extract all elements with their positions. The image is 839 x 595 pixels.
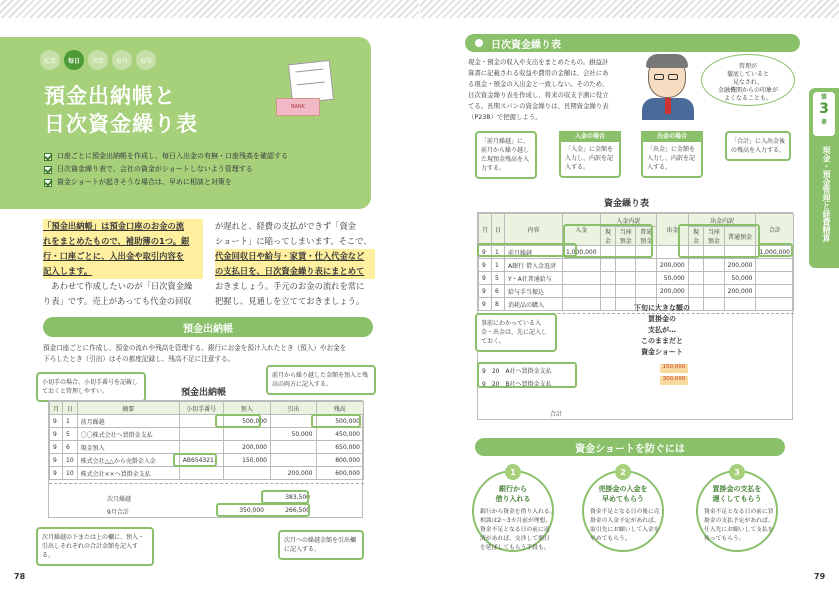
- tab-maitoshi: 毎年: [136, 50, 156, 70]
- bullet-item: 資金ショートが起きそうな場合は、早めに相談と対策を: [44, 176, 288, 189]
- sheet-title: 資金繰り表: [604, 199, 650, 209]
- highlight-income: [563, 224, 653, 258]
- note-month-total: 次月繰越の下または上の欄に、預入・引出しそれぞれの合計金額を記入する。: [36, 527, 154, 566]
- note-total: 「合計」に入出金後の残高を入力する。: [725, 131, 791, 161]
- sheet-subheader: 現金 当座預金 普通預金 現金 当座預金 普通預金: [479, 227, 794, 246]
- highlight-expense: [678, 224, 760, 258]
- highlight-scheduled: [477, 362, 577, 388]
- page-number-right: 79: [814, 572, 826, 581]
- bank-label: BANK: [276, 98, 320, 116]
- tear-line: [49, 483, 364, 484]
- bullet-item: 口座ごとに預金出納帳を作成し、毎日入出金の有無・口座残高を確認する: [44, 150, 288, 163]
- table-row: 9 1 前月繰越 500,000 500,000: [50, 415, 364, 428]
- month-total-deposit: 350,000: [239, 507, 264, 514]
- step-desc-2: 資金不足となる日の後に売 掛金の入金予定があれば、 取引先にお願いして入金を 早めてもらう。: [590, 509, 660, 542]
- table-row: 9 6 現金預入 200,000 650,000: [50, 441, 364, 454]
- step-desc-3: 資金不足となる日の前に買 掛金の支払予定があれば、 仕入先にお願いして支払を 待ってもらう。: [704, 509, 774, 542]
- note-carry-forward: 前月から繰り越した金額を預入と残高の両方に記入する。: [266, 365, 376, 395]
- row-b-payment: 9 20 B社へ買掛金支払: [482, 381, 552, 388]
- ledger-table: [49, 401, 364, 480]
- section-desc: 預金口座ごとに作成し、預金の流れや残高を管理する。銀行にお金を預け入れたとき（預入）やお金を 下ろしたとき（引出）はその都度記録し、残高不足に注意する。: [43, 344, 347, 363]
- next-month-value: 383,500: [285, 494, 310, 501]
- month-total-label: 9月合計: [107, 509, 129, 516]
- left-page: [0, 0, 419, 595]
- bullet-item: 日次資金繰り表で、会社の資金がショートしないよう管理する: [44, 163, 288, 176]
- step-number-2: 2: [615, 464, 631, 480]
- note-scheduled: 事前にわかっている入金・出金は、先に記入しておく。: [475, 313, 557, 352]
- table-row: 9 5 〇〇株式会社へ買掛金支払 50,000 450,000: [50, 428, 364, 441]
- section-title-cashflow: 日次資金繰り表: [465, 34, 800, 52]
- table-row: 9 10 株式会社××へ買掛金支払 200,000 600,000: [50, 467, 364, 480]
- note-income: 入金の場合 「入金」に金額を入力し、内訳を記入する。: [559, 131, 621, 178]
- tab-maitsuki: 毎月: [112, 50, 132, 70]
- tab-kigyo: 起業: [40, 50, 60, 70]
- note-check-number: 小切手の場合、小切手番号を記載しておくと管理しやすい。: [36, 372, 146, 402]
- table-row: 9 8 消耗品の購入: [479, 298, 794, 311]
- chapter-tab: [809, 88, 839, 268]
- chapter-badge: 第 3 章: [813, 92, 835, 136]
- cashflow-intro: 現金・預金の収入や支出をまとめたもの。損益計 算書に記載される収益や費用の金額は、会社にあ る現金・預金の入出金と一致しない。そのため、 日次資金繰り表を作成し、将来の収支予測に役立 てる。長期スパンの資金繰りは、長期資金繰り表 （P238）で把握しよう。: [468, 58, 609, 121]
- highlight-balance: [311, 414, 361, 428]
- tab-kessan: 決算: [88, 50, 108, 70]
- page-title-line1: 預金出納帳と: [44, 84, 176, 108]
- page-title-line2: 日次資金繰り表: [44, 112, 198, 136]
- check-icon: [44, 179, 52, 187]
- sum-label: 合計: [550, 411, 563, 418]
- highlight-sum: [758, 243, 793, 257]
- chapter-title: 現金・預金管理と経費精算: [822, 146, 831, 242]
- frequency-tabs: [40, 50, 156, 70]
- row-a-payment: 9 20 A社へ買掛金支払: [482, 368, 552, 375]
- header-pattern: [420, 0, 839, 18]
- ledger-header: 月 日 摘要 小切手番号 預入 引出 残高: [50, 402, 364, 415]
- table-row: 9 5 Y・A社普通給与 50,000 50,000: [479, 272, 794, 285]
- speech-bubble: 管理が 徹底していると 見なされ、 金融機関からの印象が よくなることも。: [701, 54, 795, 106]
- tab-mainichi: 毎日: [64, 50, 84, 70]
- intro-paragraph-right: が遅れと、経費の支払ができず「資金 ショート」に陥ってしまいます。そこで、 代金回収日や給与・家賃・仕入代金など の支払日を、日次資金繰り表にまとめて おきましょう。手元のお金の流れを常に 把握し、見通しを立てておきましょう。: [215, 219, 375, 309]
- step-number-1: 1: [505, 464, 521, 480]
- note-next-month: 次月への繰越金額を引出欄に記入する。: [278, 530, 364, 560]
- bullet-dot-icon: [475, 39, 483, 47]
- check-icon: [44, 153, 52, 161]
- highlight-total: [216, 503, 310, 517]
- header-pattern: [0, 0, 419, 18]
- check-icon: [44, 166, 52, 174]
- step-desc-1: 銀行から資金を借り入れる。 相談は2〜3カ月前が理想。 資金不足となる日の前に返 済があれば、交渉して期日 を延ばしてもらう手段も。: [480, 509, 556, 551]
- bankbook-illustration: [276, 62, 338, 120]
- table-row: 9 6 給与手当振込 200,000 200,000: [479, 285, 794, 298]
- highlight-check: [173, 453, 217, 467]
- right-page: [420, 0, 839, 595]
- ledger-title: 預金出納帳: [181, 388, 227, 398]
- intro-paragraph-left: 「預金出納帳」は預金口座のお金の流 れをまとめたもので、補助簿の1つ。銀 行・口座ごとに、入出金や取引内容を 記入します。 あわせて作成したいのが「日次資金繰 り表」です。売上があっても代金の回収: [43, 219, 203, 309]
- month-total-withdraw: 266,500: [285, 507, 310, 514]
- highlight-previous: [477, 243, 577, 257]
- table-row: 9 1 A銀行 借入金返済 200,000 200,000: [479, 259, 794, 272]
- next-month-label: 次月繰越: [107, 496, 132, 503]
- red-value-2: 300,000: [660, 376, 688, 385]
- step-title-3: 買掛金の支払を 遅くしてもらう: [712, 485, 762, 503]
- table-row: 9 1 前月繰越 1,000,000 1,000,000: [479, 246, 794, 259]
- sheet-header: 月 日 内容 入金 入金内訳 出金 出金内訳 合計: [479, 214, 794, 227]
- summary-bullets: [44, 150, 288, 189]
- page-number-left: 78: [14, 572, 26, 581]
- step-number-3: 3: [729, 464, 745, 480]
- step-title-2: 売掛金の入金を 早めてもらう: [598, 485, 648, 503]
- red-value-1: 150,000: [660, 364, 688, 373]
- step-title-1: 銀行から 借り入れる: [495, 485, 531, 503]
- highlight-next: [261, 490, 309, 504]
- note-expense: 出金の場合 「出金」に金額を入力し、内訳を記入する。: [641, 131, 703, 178]
- shortage-warning: 下旬に大きな額の 買掛金の 支払が… このままだと 資金ショート: [634, 304, 690, 356]
- note-previous-carry: 「前月繰越」に、前月から繰り越した現預金残高を入力する。: [475, 131, 537, 179]
- section-title-ledger: 預金出納帳: [43, 317, 373, 337]
- advisor-illustration: [638, 52, 698, 122]
- highlight-deposit: [215, 414, 261, 428]
- section-title-prevent: 資金ショートを防ぐには: [475, 438, 785, 456]
- table-row: 9 10 株式会社△△から売掛金入金 AB654321 150,000 800,000: [50, 454, 364, 467]
